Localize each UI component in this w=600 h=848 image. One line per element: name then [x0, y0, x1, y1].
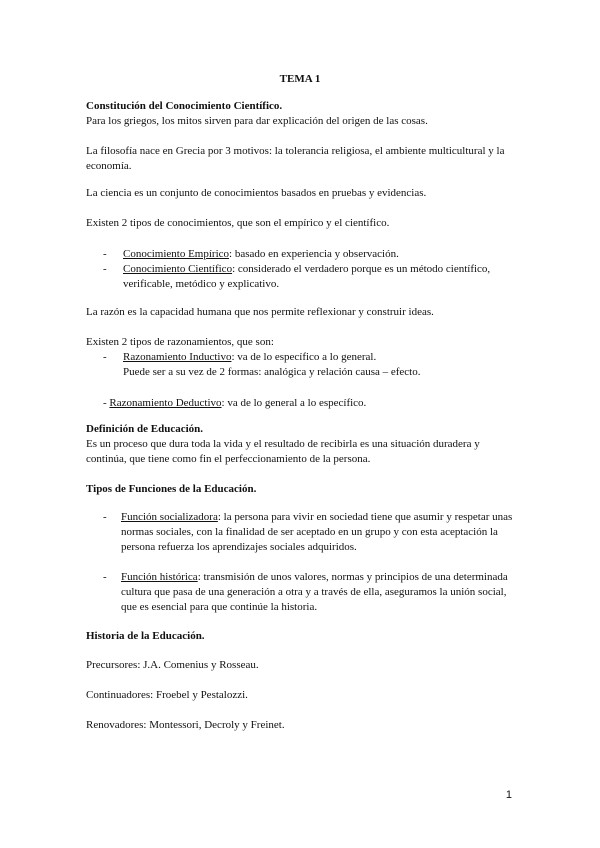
- page-title: TEMA 1: [279, 73, 321, 85]
- paragraph-precursores: Precursores: J.A. Comenius y Rosseau.: [86, 659, 259, 671]
- bullet-text: : basado en experiencia y observación.: [229, 248, 399, 260]
- paragraph-mitos: Para los griegos, los mitos sirven para dar explicación del origen de las cosas.: [86, 115, 428, 127]
- term-funcion-socializadora: Función socializadora: [121, 511, 218, 523]
- bullet-text: : la persona para vivir en sociedad tiene que asumir y respetar unas normas sociales, con la finalidad de ser aceptado en un grupo y con esta aceptación la persona refuerza los aprendizajes sociales adquiridos.: [121, 511, 513, 553]
- term-razonamiento-deductivo: Razonamiento Deductivo: [109, 397, 222, 409]
- bullet-dash: -: [103, 351, 107, 363]
- term-conocimiento-empirico: Conocimiento Empírico: [123, 248, 230, 260]
- term-conocimiento-cientifico: Conocimiento Científico: [123, 263, 233, 275]
- bullet-text: : va de lo específico a lo general.: [231, 351, 377, 363]
- paragraph-tipos-razonamientos: Existen 2 tipos de razonamientos, que son:: [86, 336, 274, 348]
- bullet-funcion-socializadora: [121, 510, 516, 555]
- bullet-funcion-historica: [121, 570, 521, 615]
- paragraph-razon: La razón es la capacidad humana que nos permite reflexionar y construir ideas.: [86, 306, 434, 318]
- bullet-dash: -: [103, 248, 107, 260]
- bullet-razonamiento-deductivo: [103, 396, 366, 411]
- section-heading-funciones: Tipos de Funciones de la Educación.: [86, 483, 257, 495]
- bullet-text: : va de lo general a lo específico.: [221, 397, 367, 409]
- section-heading-conocimiento: Constitución del Conocimiento Científico.: [86, 100, 283, 112]
- bullet-dash: -: [103, 511, 107, 523]
- term-razonamiento-inductivo: Razonamiento Inductivo: [123, 351, 232, 363]
- bullet-dash: -: [103, 263, 107, 275]
- paragraph-tipos-conocimientos: Existen 2 tipos de conocimientos, que son el empírico y el científico.: [86, 217, 390, 229]
- bullet-text: : considerado el verdadero porque es un método científico, verificable, metódico y explicativo.: [123, 263, 491, 290]
- section-heading-historia: Historia de la Educación.: [86, 630, 205, 642]
- bullet-prefix: -: [103, 397, 110, 409]
- paragraph-ciencia: La ciencia es un conjunto de conocimientos basados en pruebas y evidencias.: [86, 187, 427, 199]
- bullet-dash: -: [103, 571, 107, 583]
- bullet-conocimiento-cientifico: [123, 262, 513, 292]
- paragraph-renovadores: Renovadores: Montessori, Decroly y Freinet.: [86, 719, 285, 731]
- page-number: 1: [505, 789, 512, 801]
- paragraph-filosofia: La filosofía nace en Grecia por 3 motivos: la tolerancia religiosa, el ambiente multicultural y la economía.: [86, 145, 505, 172]
- bullet-text: : transmisión de unos valores, normas y principios de una determinada cultura que pasa de una generación a otra y a través de ella, aseguramos la unión social, que es esencial para que continúe la historia.: [121, 571, 508, 613]
- bullet-conocimiento-empirico: [123, 247, 523, 262]
- bullet-razonamiento-inductivo: [123, 350, 523, 365]
- section-heading-educacion: Definición de Educación.: [86, 423, 204, 435]
- term-funcion-historica: Función histórica: [121, 571, 198, 583]
- paragraph-continuadores: Continuadores: Froebel y Pestalozzi.: [86, 689, 248, 701]
- paragraph-definicion-educacion: Es un proceso que dura toda la vida y el resultado de recibirla es una situación duradera y continúa, que tiene como fin el perfeccionamiento de la persona.: [86, 438, 480, 465]
- bullet-razonamiento-inductivo-line2: Puede ser a su vez de 2 formas: analógica y relación causa – efecto.: [123, 366, 421, 378]
